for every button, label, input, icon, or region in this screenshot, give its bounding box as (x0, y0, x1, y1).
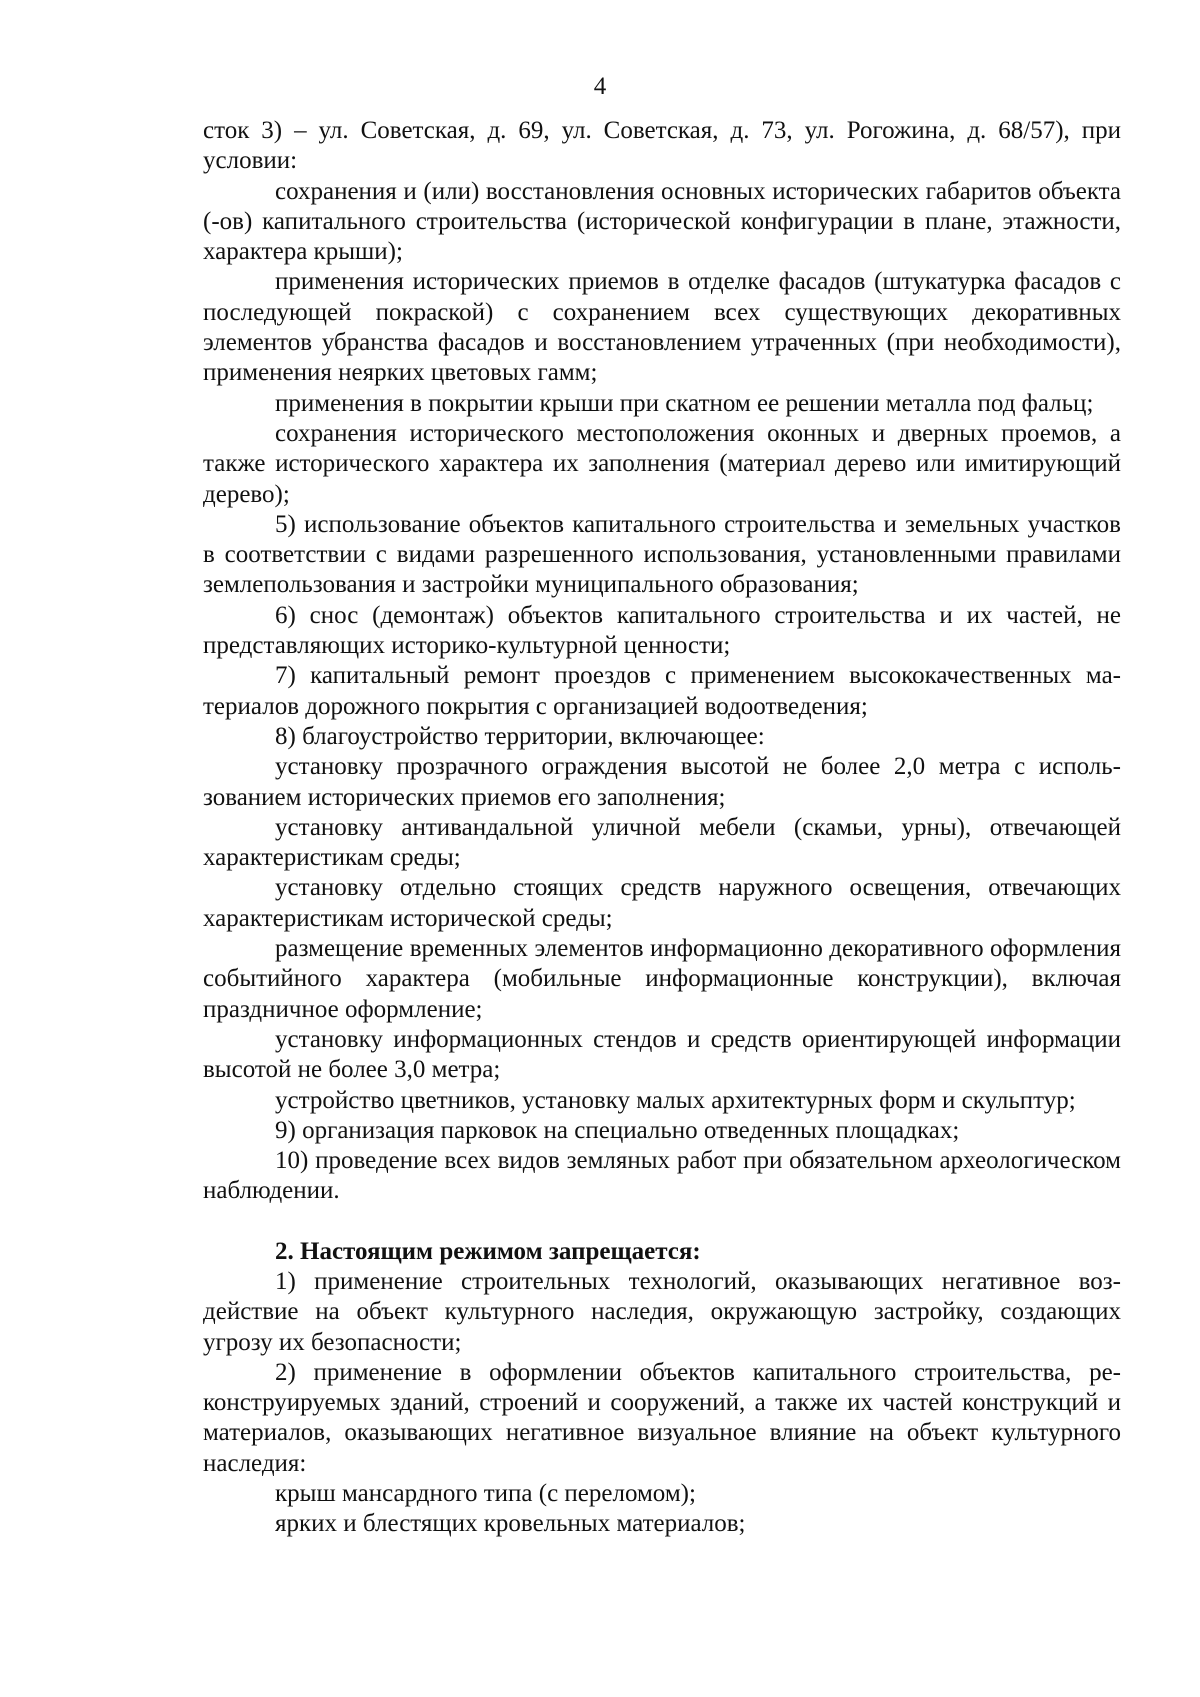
paragraph: устройство цветников, установку малых архитектурных форм и скульптур; (275, 1086, 1076, 1114)
paragraph: 10) проведение всех видов земляных работ при обязательном археологическом наблюдении. (203, 1147, 1121, 1205)
paragraph: установку антивандальной уличной мебели (скамьи, урны), отвечающей характеристикам среды; (203, 813, 1121, 872)
section-gap (203, 1207, 1121, 1237)
paragraph: 1) применение строительных технологий, оказывающих негативное воздействие на объект культурного наследия, окружающую застройку, создающих угрозу их безопасности; (203, 1267, 1121, 1356)
document-body (203, 116, 1121, 1540)
paragraph: 7) капитальный ремонт проездов с применением высококачественных материалов дорожного покрытия с организацией водоотведения; (203, 662, 1121, 720)
paragraph: крыш мансардного типа (с переломом); (275, 1480, 696, 1508)
paragraph: 5) использование объектов капитального строительства и земельных участков в соответствии с видами разрешенного использования, установленными правилами землепользования и застройки муниципального образования; (203, 510, 1121, 599)
paragraph: сохранения исторического местоположения оконных и дверных проемов, а также исторического характера их заполнения (материал дерево или имитирующий дерево); (203, 419, 1121, 508)
paragraph: ярких и блестящих кровельных материалов; (275, 1510, 746, 1538)
paragraph: установку отдельно стоящих средств наружного освещения, отвечающих характеристикам исторической среды; (203, 874, 1121, 932)
paragraph: сохранения и (или) восстановления основных исторических габаритов объекта (-ов) капитального строительства (исторической конфигурации в плане, этажности, характера крыши); (203, 177, 1121, 266)
paragraph: установку информационных стендов и средств ориентирующей информации высотой не более 3,0 метра; (203, 1025, 1121, 1084)
paragraph: применения исторических приемов в отделке фасадов (штукатурка фасадов с последующей покраской) с сохранением всех существующих декоративных элементов убранства фасадов и восстановлением утраченных (при необходимости), применения неярких цветовых гамм; (203, 268, 1121, 387)
paragraph: установку прозрачного ограждения высотой не более 2,0 метра с использованием исторических приемов его заполнения; (203, 753, 1121, 811)
paragraph: 2) применение в оформлении объектов капитального строительства, реконструируемых зданий, строений и сооружений, а также их частей конструкций и материалов, оказывающих негативное визуальное влияние на объект культурного наследия: (203, 1358, 1121, 1477)
paragraph: размещение временных элементов информационно декоративного оформления событийного характера (мобильные информационные конструкции), включая праздничное оформление; (203, 935, 1121, 1023)
paragraph: 6) снос (демонтаж) объектов капитального строительства и их частей, не представляющих историко-культурной ценности; (203, 601, 1121, 660)
paragraph: сток 3) – ул. Советская, д. 69, ул. Советская, д. 73, ул. Рогожина, д. 68/57), при условии: (203, 117, 1121, 175)
page-number: 4 (593, 73, 607, 100)
paragraph: 8) благоустройство территории, включающее: (275, 722, 765, 750)
paragraph: 9) организация парковок на специально отведенных площадках; (275, 1116, 960, 1144)
section-heading: 2. Настоящим режимом запрещается: (275, 1237, 701, 1265)
paragraph: применения в покрытии крыши при скатном ее решении металла под фальц; (275, 389, 1094, 417)
